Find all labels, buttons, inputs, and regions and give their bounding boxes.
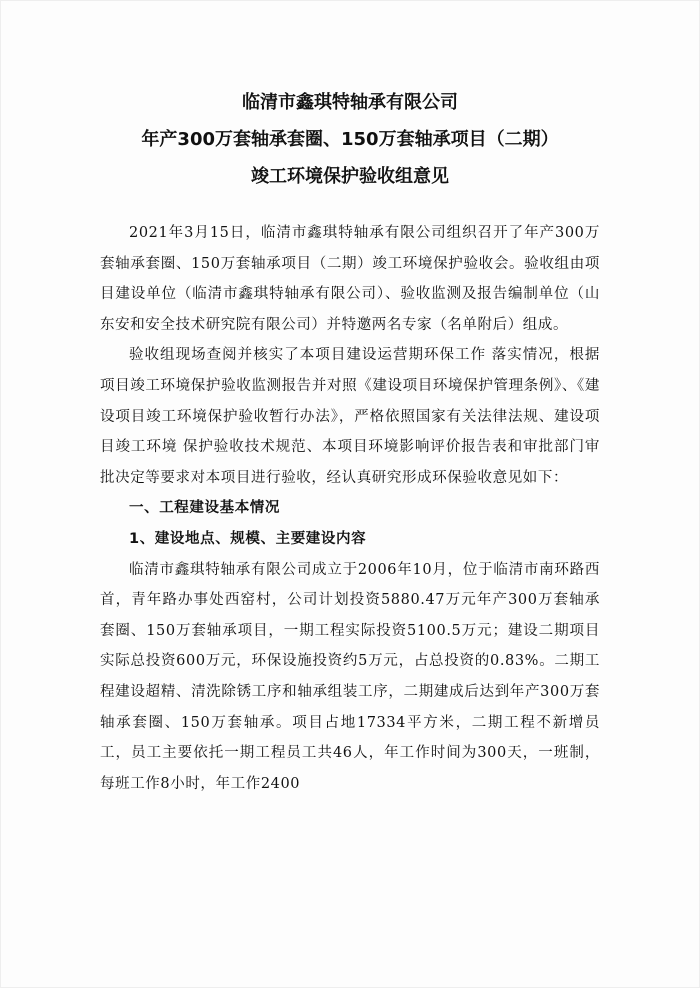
paragraph-meeting: 2021年3月15日，临清市鑫琪特轴承有限公司组织召开了年产300万套轴承套圈、150万套轴承项目（二期）竣工环境保护验收会。验收组由项目建设单位（临清市鑫琪特轴承有限公司）、验收监测及报告编制单位（山东安和安全技术研究院有限公司）并特邀两名专家（名单附后）组成。 xyxy=(100,225,600,333)
subsection-heading: 1、建设地点、规模、主要建设内容 xyxy=(129,530,367,547)
title-opinion: 竣工环境保护验收组意见 xyxy=(251,166,449,187)
paragraph-construction: 临清市鑫琪特轴承有限公司成立于2006年10月，位于临清市南环路西首，青年路办事处西窑村，公司计划投资5880.47万元年产300万套轴承套圈、150万套轴承项目，一期工程实际投资5100.5万元；建设二期项目实际总投资600万元，环保设施投资约5万元，占总投资的0.83%。二期工程建设超精、清洗除锈工序和轴承组装工序，二期建成后达到年产300万套轴承套圈、150万套轴承。项目占地17334平方米，二期工程不新增员工，员工主要依托一期工程员工共46人，年工作时间为300天，一班制，每班工作8小时，年工作2400 xyxy=(100,561,600,792)
title-project: 年产300万套轴承套圈、150万套轴承项目（二期） xyxy=(141,129,559,150)
paragraph-review: 验收组现场查阅并核实了本项目建设运营期环保工作 落实情况，根据项目竣工环境保护验收监测报告并对照《建设项目环境保护管理条例》、《建设项目竣工环境保护验收暂行办法》，严格依照国家有关法律法规、建设项目竣工环境 保护验收技术规范、本项目环境影响评价报告表和审批部门审批决定等要求对本项目进行验收，经认真研究形成环保验收意见如下： xyxy=(100,347,600,486)
section-heading: 一、工程建设基本情况 xyxy=(129,500,280,517)
title-company: 临清市鑫琪特轴承有限公司 xyxy=(242,92,458,113)
document-body xyxy=(100,218,600,799)
